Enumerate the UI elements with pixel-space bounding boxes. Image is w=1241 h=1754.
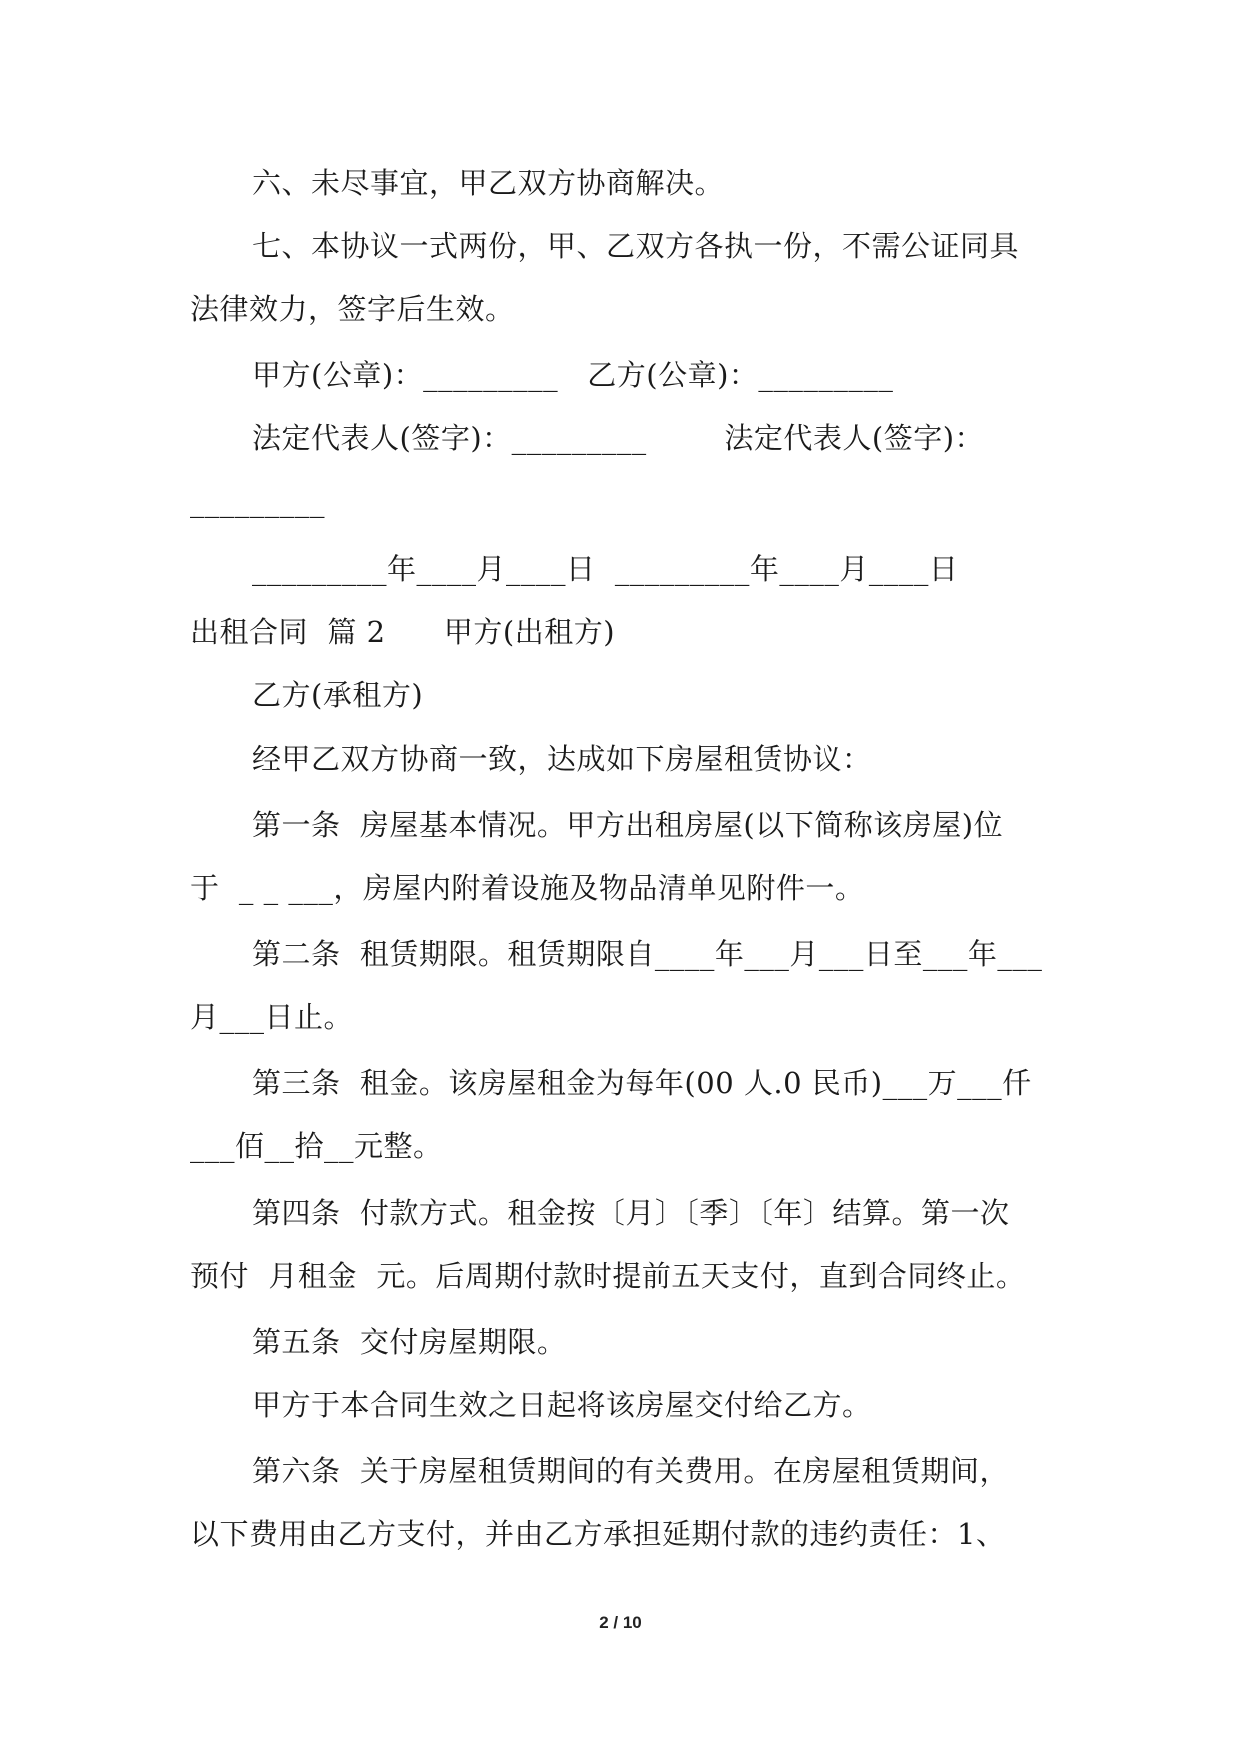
clause-six: 六、未尽事宜，甲乙双方协商解决。 <box>252 166 725 200</box>
article-four-cont: 预付 月租金 元。后周期付款时提前五天支付，直到合同终止。 <box>190 1259 1026 1293</box>
representative-signature-blank: _________ <box>190 484 325 518</box>
article-two: 第二条 租赁期限。租赁期限自____年___月___日至___年___ <box>252 937 1043 971</box>
article-six: 第六条 关于房屋租赁期间的有关费用。在房屋租赁期间， <box>252 1454 1009 1488</box>
contract-heading: 出租合同 篇 2 甲方(出租方) <box>190 615 616 649</box>
page-number: 2 / 10 <box>599 1613 642 1632</box>
article-two-cont: 月___日止。 <box>190 1000 354 1034</box>
agreement-intro: 经甲乙双方协商一致，达成如下房屋租赁协议： <box>252 742 872 776</box>
party-b-label: 乙方(承租方) <box>252 678 424 712</box>
representative-signature-line: 法定代表人(签字)：_________ 法定代表人(签字)： <box>252 421 985 455</box>
seal-signature-line: 甲方(公章)：_________ 乙方(公章)：_________ <box>252 358 894 392</box>
clause-seven-cont: 法律效力，签字后生效。 <box>190 292 515 326</box>
article-four: 第四条 付款方式。租金按〔月〕〔季〕〔年〕结算。第一次 <box>252 1196 1010 1230</box>
article-five: 第五条 交付房屋期限。 <box>252 1325 567 1359</box>
article-three-cont: ___佰__拾__元整。 <box>190 1129 443 1163</box>
article-one-cont: 于 _ _ ___，房屋内附着设施及物品清单见附件一。 <box>190 871 865 905</box>
article-five-cont: 甲方于本合同生效之日起将该房屋交付给乙方。 <box>252 1388 872 1422</box>
date-line: _________年____月____日 _________年____月____日 <box>252 552 959 586</box>
article-one: 第一条 房屋基本情况。甲方出租房屋(以下简称该房屋)位 <box>252 808 1004 842</box>
article-three: 第三条 租金。该房屋租金为每年(00 人.0 民币)___万___仟 <box>252 1066 1032 1100</box>
article-six-cont: 以下费用由乙方支付，并由乙方承担延期付款的违约责任：1、 <box>190 1517 1006 1551</box>
clause-seven: 七、本协议一式两份，甲、乙双方各执一份，不需公证同具 <box>252 229 1020 263</box>
